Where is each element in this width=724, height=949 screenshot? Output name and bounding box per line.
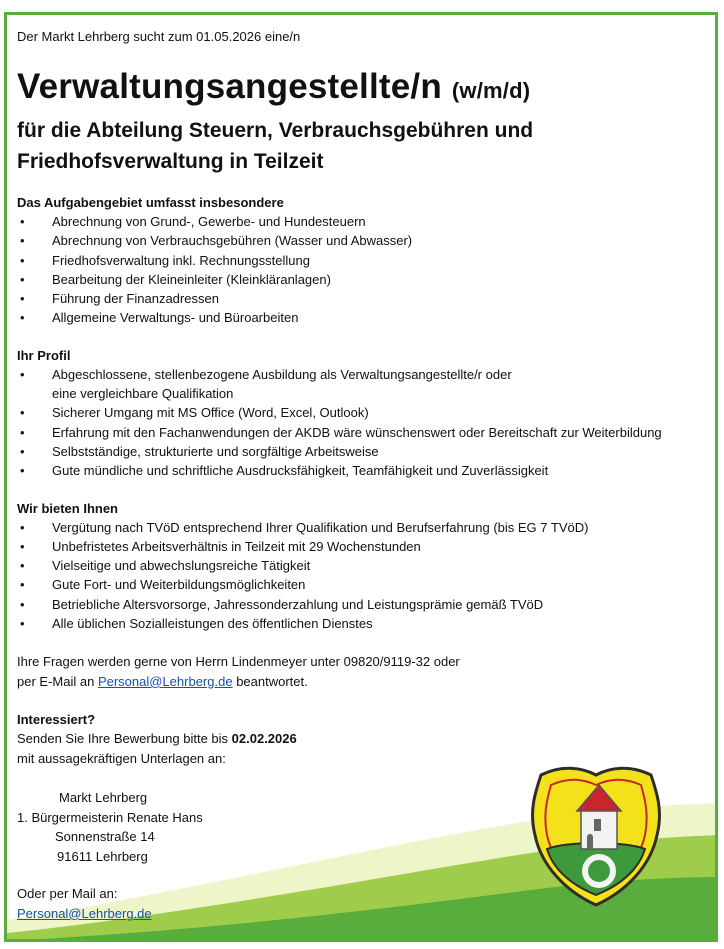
offer-list bbox=[17, 518, 717, 634]
list-item bbox=[17, 365, 717, 404]
apply-deadline: 02.02.2026 bbox=[231, 731, 297, 747]
subtitle-line-2: Friedhofsverwaltung in Teilzeit bbox=[17, 150, 324, 173]
address-city: 91611 Lehrberg bbox=[57, 848, 148, 864]
list-item: • Betriebliche Altersvorsorge, Jahressonderzahlung und Leistungsprämie gemäß TVöD bbox=[17, 595, 717, 614]
list-item: • Vielseitige und abwechslungsreiche Tätigkeit bbox=[17, 556, 717, 575]
gender-suffix: (w/m/d) bbox=[451, 78, 531, 103]
list-item: • Abrechnung von Verbrauchsgebühren (Wasser und Abwasser) bbox=[17, 231, 717, 250]
list-item: • Gute mündliche und schriftliche Ausdrucksfähigkeit, Teamfähigkeit und Zuverlässigkeit bbox=[17, 461, 717, 480]
offer-section bbox=[17, 499, 717, 634]
job-title bbox=[17, 67, 717, 111]
contact-line-2 bbox=[17, 672, 717, 692]
tasks-heading: Das Aufgabengebiet umfasst insbesondere bbox=[17, 195, 284, 210]
apply-prefix: Senden Sie Ihre Bewerbung bitte bis bbox=[17, 731, 229, 747]
list-item: • Gute Fort- und Weiterbildungsmöglichkeiten bbox=[17, 575, 717, 594]
job-subtitle bbox=[17, 115, 717, 177]
intro-line: Der Markt Lehrberg sucht zum 01.05.2026 eine/n bbox=[17, 29, 301, 44]
offer-heading: Wir bieten Ihnen bbox=[17, 500, 118, 516]
job-title-text: Verwaltungsangestellte/n bbox=[17, 67, 442, 106]
contact-section bbox=[17, 652, 717, 691]
document-frame bbox=[4, 12, 718, 942]
profile-list bbox=[17, 365, 717, 481]
contact-prefix: per E-Mail an bbox=[17, 673, 95, 689]
address-person: 1. Bürgermeisterin Renate Hans bbox=[17, 809, 203, 825]
tasks-list bbox=[17, 212, 717, 328]
list-item: • Selbstständige, strukturierte und sorgfältige Arbeitsweise bbox=[17, 442, 717, 461]
subtitle-line-1: für die Abteilung Steuern, Verbrauchsgebühren und bbox=[17, 119, 534, 142]
profile-item-1-line-2: eine vergleichbare Qualifikation bbox=[52, 386, 234, 402]
contact-suffix: beantwortet. bbox=[236, 673, 308, 689]
list-item: • Allgemeine Verwaltungs- und Büroarbeiten bbox=[17, 308, 717, 327]
profile-item-1-line-1: Abgeschlossene, stellenbezogene Ausbildung als Verwaltungsangestellte/r oder bbox=[52, 366, 512, 382]
apply-heading: Interessiert? bbox=[17, 712, 96, 728]
list-item: • Sicherer Umgang mit MS Office (Word, Excel, Outlook) bbox=[17, 403, 717, 422]
list-item: • Erfahrung mit den Fachanwendungen der AKDB wäre wünschenswert oder Bereitschaft zur Weiterbildung bbox=[17, 423, 717, 442]
address-street: Sonnenstraße 14 bbox=[55, 829, 155, 845]
coat-of-arms-icon bbox=[521, 761, 671, 911]
list-item: • Friedhofsverwaltung inkl. Rechnungsstellung bbox=[17, 251, 717, 270]
apply-line-1 bbox=[17, 729, 717, 749]
profile-heading: Ihr Profil bbox=[17, 347, 71, 363]
list-item: • Vergütung nach TVöD entsprechend Ihrer Qualifikation und Berufserfahrung (bis EG 7 TVöD) bbox=[17, 518, 717, 537]
mail-apply-label: Oder per Mail an: bbox=[17, 886, 118, 902]
list-item: • Alle üblichen Sozialleistungen des öffentlichen Dienstes bbox=[17, 614, 717, 633]
list-item: • Führung der Finanzadressen bbox=[17, 289, 717, 308]
list-item: • Abrechnung von Grund-, Gewerbe- und Hundesteuern bbox=[17, 212, 717, 231]
apply-section bbox=[17, 710, 717, 768]
apply-email-link[interactable]: Personal@Lehrberg.de bbox=[17, 905, 152, 921]
address-name: Markt Lehrberg bbox=[59, 790, 148, 806]
apply-line-2: mit aussagekräftigen Unterlagen an: bbox=[17, 750, 226, 766]
list-item: • Unbefristetes Arbeitsverhältnis in Teilzeit mit 29 Wochenstunden bbox=[17, 537, 717, 556]
list-item: • Bearbeitung der Kleineinleiter (Kleinkläranlagen) bbox=[17, 270, 717, 289]
tasks-section bbox=[17, 193, 717, 328]
contact-email-link[interactable]: Personal@Lehrberg.de bbox=[97, 673, 233, 689]
contact-line-1: Ihre Fragen werden gerne von Herrn Lindenmeyer unter 09820/9119-32 oder bbox=[17, 654, 460, 670]
profile-section bbox=[17, 346, 717, 481]
